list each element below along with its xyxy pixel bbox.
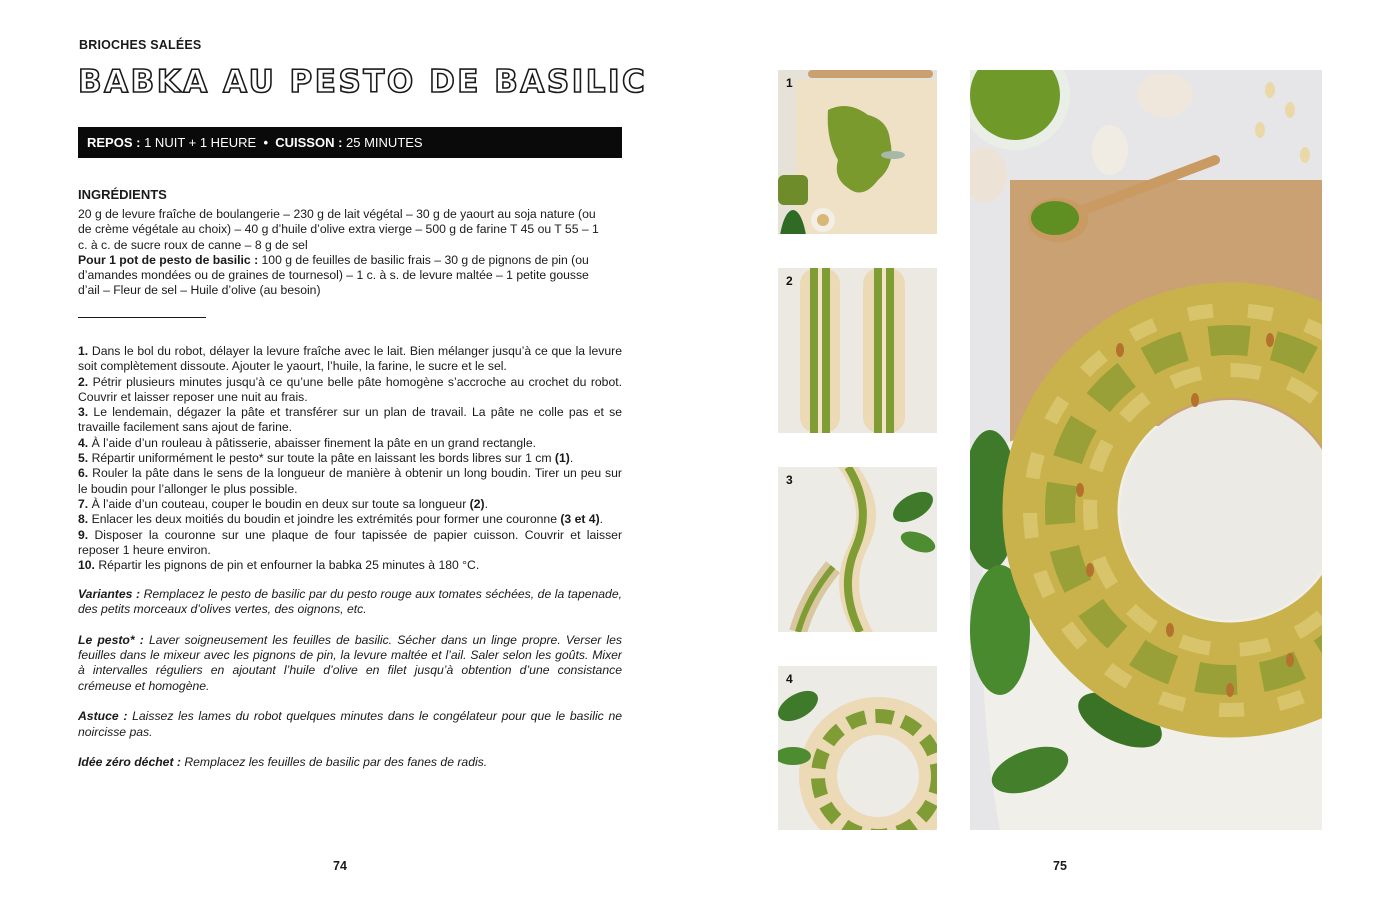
ingredients-text: 20 g de levure fraîche de boulangerie – 230 g de lait végétal – 30 g de yaourt au soja nature (ou de crème végétale au choix) – 40 g d’huile d’olive extra vierge – 500 g de farine T 45 ou T 55 – 1 c. à c. de sucre roux de canne – 8 g de sel xyxy=(78,207,599,252)
note-text: Laissez les lames du robot quelques minutes dans le congélateur pour que le basilic ne noircisse pas. xyxy=(78,709,622,739)
step-photo-4-image xyxy=(778,666,937,830)
step-end: . xyxy=(599,512,604,527)
step-text: Dans le bol du robot, délayer la levure fraîche avec le lait. Bien mélanger jusqu’à ce que la levure soit complètement dissoute. Ajouter le yaourt, l’huile, la farine, le sucre et le sel. xyxy=(78,344,622,374)
step-item xyxy=(78,436,622,451)
note-label: Le pesto* : xyxy=(78,632,144,647)
pesto-label: Pour 1 pot de pesto de basilic : xyxy=(78,252,259,267)
cook-label: CUISSON : xyxy=(275,135,343,150)
step-number: 7. xyxy=(78,496,89,511)
note-text: Laver soigneusement les feuilles de basilic. Sécher dans un linge propre. Verser les feuilles dans le mixeur avec les pignons de pin, la levure maltée et l’ail. Saler selon les goûts. Mixer à intervalles réguliers en ajoutant l’huile d’olive en filet jusqu’à obtention d’une consistance crémeuse et homogène. xyxy=(78,632,622,693)
step-number: 9. xyxy=(78,527,89,542)
step-photo-label: 1 xyxy=(786,76,793,90)
note-text: Remplacez les feuilles de basilic par des fanes de radis. xyxy=(184,755,488,770)
photo-ref: (3 et 4) xyxy=(560,512,600,527)
step-number: 8. xyxy=(78,512,89,527)
note-label: Idée zéro déchet : xyxy=(78,755,181,770)
step-photo-label: 2 xyxy=(786,274,793,288)
photo-ref: (1) xyxy=(554,451,570,466)
step-item xyxy=(78,451,622,466)
step-text: Enlacer les deux moitiés du boudin et joindre les extrémités pour former une couronne xyxy=(91,512,561,527)
page-number-left: 74 xyxy=(333,859,347,873)
step-photo-label: 4 xyxy=(786,672,793,686)
step-end: . xyxy=(484,496,488,511)
step-text: Répartir les pignons de pin et enfourner la babka 25 minutes à 180 °C. xyxy=(98,558,480,573)
timing-bar xyxy=(78,127,622,158)
step-item xyxy=(78,405,622,436)
ingredients-body xyxy=(78,207,608,299)
note-variantes xyxy=(78,587,622,618)
note-label: Variantes : xyxy=(78,587,141,601)
note-text: Remplacez le pesto de basilic par du pesto rouge aux tomates séchées, de la tapenade, des petits morceaux d’olives vertes, des oignons, etc. xyxy=(78,587,622,617)
step-text: À l’aide d’un rouleau à pâtisserie, abaisser finement la pâte en un grand rectangle. xyxy=(91,435,537,450)
note-pesto xyxy=(78,633,622,694)
pesto-ingredients xyxy=(78,253,608,299)
step-photo-3 xyxy=(778,467,937,632)
step-item xyxy=(78,497,622,512)
step-item xyxy=(78,344,622,375)
step-photo-1-image xyxy=(778,70,937,234)
step-number: 3. xyxy=(78,405,89,420)
step-item xyxy=(78,558,622,573)
ingredients-heading: INGRÉDIENTS xyxy=(78,187,167,202)
step-text: Répartir uniformément le pesto* sur toute la pâte en laissant les bords libres sur 1 cm xyxy=(91,451,555,466)
step-text: Disposer la couronne sur une plaque de four tapissée de papier cuisson. Couvrir et laisser reposer 1 heure environ. xyxy=(78,527,622,557)
step-number: 5. xyxy=(78,451,89,466)
step-photo-3-image xyxy=(778,467,937,632)
rest-value: 1 NUIT + 1 HEURE xyxy=(144,135,257,150)
step-item xyxy=(78,375,622,406)
rest-label: REPOS : xyxy=(87,135,141,150)
step-text: Le lendemain, dégazer la pâte et transférer sur un plan de travail. La pâte ne colle pas et se travaille facilement sans ajout de farine. xyxy=(78,405,623,435)
pesto-text: 100 g de feuilles de basilic frais – 30 g de pignons de pin (ou d’amandes mondées ou de graines de tournesol) – 1 c. à s. de levure maltée – 1 petite gousse d’ail – Fleur de sel – Huile d’olive (au besoin) xyxy=(78,252,589,298)
step-number: 2. xyxy=(78,374,89,389)
step-photo-2-image xyxy=(778,268,937,433)
step-number: 10. xyxy=(78,558,95,573)
step-photo-4 xyxy=(778,666,937,830)
photo-ref: (2) xyxy=(469,496,485,511)
hero-photo xyxy=(970,70,1322,830)
notes xyxy=(78,587,622,786)
cook-value: 25 MINUTES xyxy=(346,135,423,150)
hero-photo-image xyxy=(970,70,1322,830)
note-astuce xyxy=(78,709,622,740)
step-photo-label: 3 xyxy=(786,473,793,487)
step-item xyxy=(78,466,622,497)
step-text: À l’aide d’un couteau, couper le boudin en deux sur toute sa longueur xyxy=(91,496,470,511)
step-end: . xyxy=(569,451,574,466)
note-label: Astuce : xyxy=(78,709,128,724)
step-photo-2 xyxy=(778,268,937,433)
section-label: BRIOCHES SALÉES xyxy=(79,38,202,52)
divider-rule xyxy=(78,317,206,318)
step-item xyxy=(78,528,622,559)
recipe-title: BABKA AU PESTO DE BASILIC xyxy=(78,64,648,100)
step-text: Pétrir plusieurs minutes jusqu’à ce qu’une belle pâte homogène s’accroche au crochet du robot. Couvrir et laisser reposer une nuit au frais. xyxy=(78,374,622,404)
steps-list xyxy=(78,344,622,573)
step-number: 4. xyxy=(78,435,89,450)
step-photo-1 xyxy=(778,70,937,234)
step-number: 6. xyxy=(78,466,89,481)
step-number: 1. xyxy=(78,344,89,358)
separator: • xyxy=(263,135,268,150)
page-number-right: 75 xyxy=(1053,859,1067,873)
step-item xyxy=(78,512,622,527)
step-text: Rouler la pâte dans le sens de la longueur de manière à obtenir un long boudin. Tirer un peu sur le boudin pour l’allonger le plus possible. xyxy=(78,466,622,496)
note-zero-dechet xyxy=(78,755,622,770)
